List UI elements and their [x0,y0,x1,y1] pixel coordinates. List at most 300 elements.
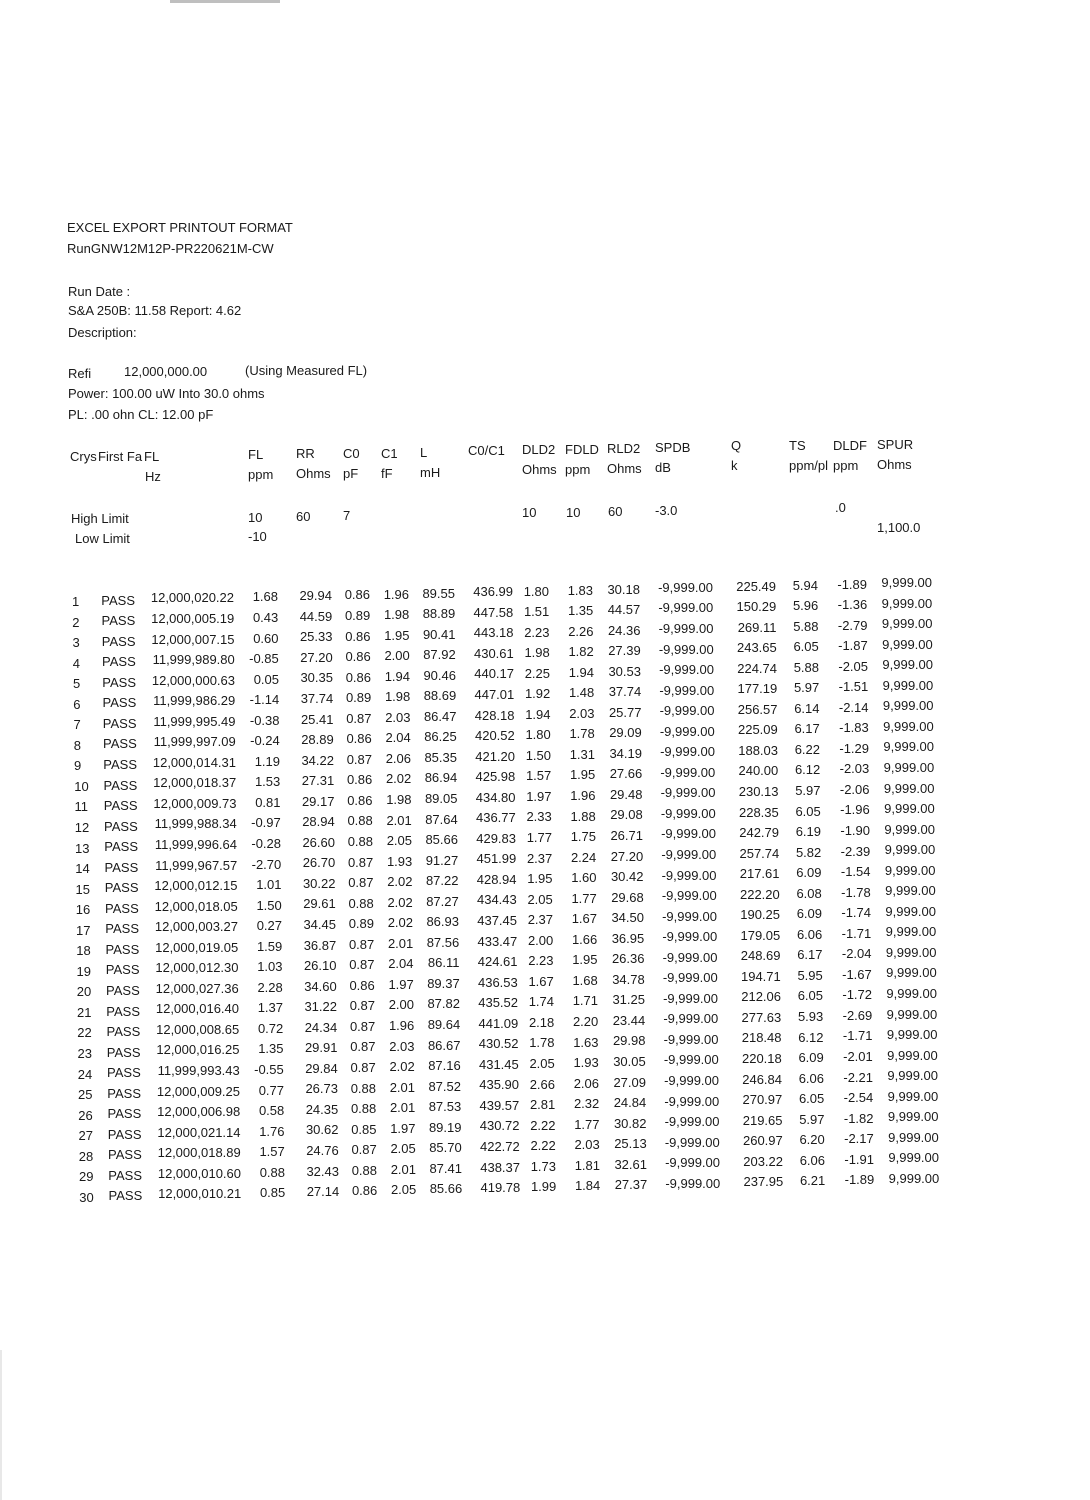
cell-ts: 6.12 [798,1029,824,1045]
cell-rld2: 34.50 [611,910,644,926]
cell-dldf: -1.91 [844,1151,874,1167]
cell-c0: 0.88 [351,1162,377,1178]
cell-crys: 10 [74,778,89,794]
cell-first-fail: PASS [108,1147,142,1163]
cell-fdld: 1.67 [571,911,597,927]
cell-first-fail: PASS [102,715,137,731]
cell-spdb: -9,999.00 [663,1031,719,1047]
cell-spur: 9,999.00 [882,636,933,652]
cell-dldf: -1.74 [841,905,871,921]
cell-spdb: -9,999.00 [660,805,716,821]
cell-fl-hz: 12,000,020.22 [150,590,234,606]
cell-c1: 2.03 [389,1038,415,1054]
cell-spdb: -9,999.00 [665,1155,720,1171]
cell-fdld: 1.60 [571,870,597,886]
cell-ts: 6.05 [797,988,823,1004]
cell-ts: 5.88 [793,618,819,634]
cell-ts: 6.19 [795,824,821,840]
cell-rr: 34.45 [303,916,336,932]
cell-c0-c1: 430.52 [478,1036,519,1052]
cell-l: 87.16 [428,1058,461,1074]
cell-spdb: -9,999.00 [663,1011,719,1027]
cell-spdb: -9,999.00 [661,867,717,883]
scan-edge-mark [0,1350,2,1500]
cell-c0-c1: 451.99 [476,851,517,867]
cell-crys: 13 [75,840,90,856]
cell-ts: 6.06 [798,1070,824,1086]
cell-crys: 1 [72,594,80,609]
cell-c0: 0.87 [350,1039,376,1055]
cell-spdb: -9,999.00 [664,1134,720,1150]
cell-rr: 36.87 [303,937,337,953]
cell-q: 257.74 [739,845,780,861]
cell-c0-c1: 431.45 [478,1056,519,1072]
cell-c1: 2.05 [390,1182,417,1198]
cell-crys: 20 [76,984,92,1000]
cell-rr: 30.62 [305,1122,339,1138]
cell-first-fail: PASS [101,592,135,608]
cell-dldf: -2.54 [843,1090,874,1106]
cell-q: 243.65 [736,640,777,656]
cell-q: 212.06 [741,989,781,1005]
cell-c0-c1: 435.90 [479,1077,519,1093]
cell-dldf: -1.67 [842,966,872,982]
cell-fl-hz: 12,000,018.05 [154,898,238,914]
cell-q: 190.25 [740,907,780,923]
cell-dldf: -2.69 [842,1007,873,1023]
cell-rr: 30.35 [300,670,333,686]
cell-q: 194.71 [740,968,781,984]
cell-first-fail: PASS [102,674,136,690]
cell-l: 89.55 [422,585,455,601]
cell-rld2: 24.36 [607,622,641,638]
column-header-dldf: DLDF [833,438,867,453]
cell-c0: 0.87 [346,710,372,726]
cell-l: 86.67 [427,1037,461,1053]
cell-dldf: -1.36 [837,597,868,613]
column-header-c0-c1: C0/C1 [468,443,505,458]
column-header-ts: TS [789,438,806,453]
cell-c0: 0.88 [350,1080,376,1096]
cell-crys: 27 [78,1128,93,1144]
cell-q: 218.48 [741,1030,782,1046]
column-unit-spur: Ohms [877,457,912,472]
column-header-fdld: FDLD [565,442,599,457]
high-limit-label: High Limit [71,511,129,526]
cell-c1: 2.01 [389,1079,415,1095]
cell-rr: 24.34 [304,1019,338,1035]
cell-c1: 2.06 [385,750,411,766]
cell-fdld: 2.03 [574,1137,600,1153]
cell-fl-ppm: 0.05 [253,671,279,687]
cell-c0-c1: 434.80 [475,789,516,805]
cell-fl-ppm: 1.59 [256,938,283,954]
cell-spdb: -9,999.00 [664,1114,720,1130]
cell-c0: 0.85 [351,1121,377,1137]
cell-q: 177.19 [737,681,778,697]
cell-c1: 1.98 [384,689,411,705]
cell-spur: 9,999.00 [884,801,935,817]
cell-l: 86.47 [423,708,457,724]
cell-first-fail: PASS [102,654,136,670]
cell-crys: 25 [78,1087,93,1103]
cell-fl-hz: 11,999,988.34 [154,816,237,832]
cell-l: 87.92 [423,647,456,663]
cell-crys: 14 [75,861,90,877]
cell-first-fail: PASS [107,1065,141,1081]
cell-c1: 2.02 [389,1059,415,1075]
cell-fl-hz: 12,000,005.19 [151,610,235,626]
cell-c0-c1: 429.83 [476,830,516,846]
cell-c0-c1: 436.77 [475,810,516,826]
cell-spur: 9,999.00 [884,862,936,878]
cell-c0: 0.87 [346,751,372,767]
cell-dldf: -2.39 [840,843,871,859]
cell-c1: 2.04 [388,956,414,972]
cell-rld2: 29.08 [610,807,643,823]
cell-fl-hz: 12,000,012.30 [155,960,239,976]
cell-c0-c1: 420.52 [474,728,515,744]
cell-c0-c1: 428.18 [474,707,515,723]
cell-l: 91.27 [425,852,459,868]
cell-q: 228.35 [738,804,779,820]
cell-first-fail: PASS [104,880,139,896]
cell-ts: 6.21 [799,1173,826,1189]
cell-fdld: 1.78 [569,726,595,742]
cell-fl-hz: 11,999,996.64 [154,836,237,852]
cell-c0-c1: 422.72 [479,1138,520,1154]
cell-c1: 2.00 [384,648,410,664]
cell-q: 188.03 [738,742,778,758]
cell-c0-c1: 435.52 [478,995,518,1011]
cell-dld2: 1.80 [523,583,549,599]
cell-first-fail: PASS [101,613,136,629]
cell-c0-c1: 441.09 [478,1015,519,1031]
cell-l: 86.93 [426,914,459,930]
cell-c0-c1: 421.20 [475,748,515,764]
cell-ts: 6.05 [793,639,819,655]
cell-q: 220.18 [741,1051,782,1067]
cell-crys: 22 [77,1025,92,1041]
column-header-spdb: SPDB [655,440,691,455]
cell-c0: 0.87 [348,875,374,891]
cell-dldf: -2.04 [841,946,872,962]
cell-spdb: -9,999.00 [658,579,713,595]
cell-rld2: 31.25 [612,992,645,1008]
pl-cl-line: PL: .00 ohn CL: 12.00 pF [68,407,214,422]
cell-fl-hz: 11,999,967.57 [155,857,238,873]
cell-ts: 5.88 [793,659,819,675]
cell-crys: 12 [74,819,90,835]
cell-spur: 9,999.00 [885,944,937,960]
column-header-c0: C0 [343,446,360,461]
cell-crys: 11 [74,799,88,815]
cell-l: 87.53 [428,1099,462,1115]
cell-spdb: -9,999.00 [661,826,716,842]
cell-first-fail: PASS [107,1126,142,1142]
cell-rld2: 37.74 [608,684,642,700]
cell-c0-c1: 434.43 [476,892,517,908]
cell-spdb: -9,999.00 [661,846,717,862]
cell-crys: 16 [75,902,91,918]
cell-dld2: 2.33 [526,809,552,825]
cell-c0: 0.87 [349,1018,376,1034]
cell-first-fail: PASS [105,962,140,978]
cell-dldf: -1.54 [840,864,871,880]
cell-crys: 8 [73,737,81,753]
cell-first-fail: PASS [107,1085,141,1101]
cell-rr: 34.22 [301,752,334,768]
cell-first-fail: PASS [106,1024,141,1040]
cell-fl-ppm: 2.28 [257,979,283,995]
high-limit-dldf: .0 [835,500,846,515]
cell-c1: 1.96 [388,1018,415,1034]
cell-ts: 5.82 [795,844,822,860]
reference-label: Refi [68,366,92,381]
cell-c0: 0.89 [344,607,371,623]
column-unit-q: k [731,458,738,473]
cell-dldf: -1.90 [840,823,870,839]
cell-fl-hz: 12,000,016.40 [155,1001,239,1017]
cell-rld2: 30.53 [608,663,641,679]
cell-c0: 0.89 [345,690,372,706]
cell-c0-c1: 419.78 [480,1180,521,1196]
cell-fl-hz: 12,000,010.21 [158,1186,242,1202]
cell-rld2: 29.48 [609,786,643,802]
cell-spur: 9,999.00 [885,924,937,940]
cell-c0: 0.89 [348,916,374,932]
cell-rr: 27.14 [306,1184,340,1200]
cell-spur: 9,999.00 [882,677,934,693]
cell-dld2: 1.80 [525,727,551,743]
cell-first-fail: PASS [101,633,136,649]
cell-l: 87.41 [429,1160,462,1176]
cell-spdb: -9,999.00 [659,662,714,678]
cell-dldf: -1.96 [840,802,870,818]
cell-fdld: 1.75 [570,829,596,845]
column-unit-spdb: dB [655,460,671,475]
cell-fdld: 1.77 [574,1116,600,1132]
cell-spdb: -9,999.00 [660,785,716,801]
cell-ts: 6.08 [796,885,822,901]
cell-dldf: -2.79 [837,617,868,633]
cell-dldf: -1.72 [842,987,872,1003]
cell-q: 219.65 [742,1112,783,1128]
cell-c0-c1: 430.72 [479,1118,520,1134]
cell-ts: 6.09 [798,1050,824,1066]
cell-fl-ppm: 1.03 [257,959,283,975]
cell-fl-ppm: 0.85 [259,1185,286,1201]
cell-rr: 27.20 [300,649,333,665]
cell-dld2: 1.57 [525,768,552,784]
cell-fdld: 1.81 [574,1157,600,1173]
cell-crys: 23 [77,1045,92,1061]
cell-fdld: 2.32 [573,1096,600,1112]
cell-ts: 5.96 [792,598,819,614]
cell-l: 88.89 [422,606,456,622]
cell-fdld: 2.20 [572,1013,599,1029]
cell-rr: 29.84 [305,1060,338,1076]
cell-c0: 0.86 [351,1183,378,1199]
cell-rld2: 44.57 [607,602,641,618]
cell-dld2: 2.66 [529,1076,555,1092]
cell-fl-ppm: 0.43 [252,610,279,625]
cell-spdb: -9,999.00 [658,620,714,636]
column-unit-ts: ppm/pl [789,458,829,473]
cell-spur: 9,999.00 [881,595,933,611]
run-date-label: Run Date : [68,284,131,299]
cell-fl-hz: 12,000,014.31 [152,754,236,770]
column-header-c1: C1 [381,446,398,461]
cell-dldf: -1.89 [837,576,867,592]
cell-l: 85.70 [429,1140,462,1156]
column-header-q: Q [731,438,742,453]
cell-dld2: 1.95 [527,871,553,887]
cell-fl-hz: 12,000,018.37 [153,775,237,791]
cell-c0-c1: 443.18 [473,625,514,641]
cell-fl-hz: 12,000,018.89 [157,1145,241,1161]
cell-spur: 9,999.00 [885,903,936,919]
cell-q: 179.05 [740,927,781,943]
cell-c0-c1: 447.01 [474,687,515,703]
cell-c1: 1.98 [383,607,410,623]
cell-rr: 44.59 [299,608,333,624]
low-limit-fl-ppm: -10 [248,529,267,544]
cell-c0: 0.86 [345,628,371,644]
cell-c0: 0.87 [349,998,375,1014]
high-limit-spur: 1,100.0 [877,520,921,535]
cell-spdb: -9,999.00 [658,641,714,657]
cell-ts: 6.17 [797,947,823,963]
cell-c1: 1.96 [383,586,409,602]
cell-c0: 0.86 [346,772,373,788]
cell-dld2: 1.74 [528,994,554,1010]
cell-fl-ppm: 0.27 [256,918,282,934]
cell-c1: 2.02 [385,771,412,787]
cell-fdld: 1.95 [569,767,596,783]
cell-first-fail: PASS [104,859,139,875]
cell-c0: 0.86 [349,977,375,993]
column-header-fl-hz: FL [144,449,160,464]
cell-crys: 4 [72,655,80,671]
cell-fl-hz: 12,000,012.15 [154,878,238,894]
cell-fl-ppm: 1.50 [256,897,282,913]
cell-spdb: -9,999.00 [662,949,718,965]
cell-dld2: 2.37 [527,912,553,928]
column-unit-c0: pF [343,466,359,481]
cell-fl-hz: 11,999,997.09 [153,734,236,750]
cell-rr: 30.22 [302,875,336,891]
cell-dld2: 2.23 [528,953,554,969]
reference-value: 12,000,000.00 [124,364,208,379]
cell-fl-hz: 12,000,009.25 [156,1083,240,1099]
cell-crys: 24 [77,1066,93,1082]
cell-c0-c1: 428.94 [476,871,517,887]
cell-spur: 9,999.00 [883,780,935,796]
cell-dld2: 1.67 [528,973,554,989]
cell-crys: 28 [78,1148,94,1164]
cell-fl-ppm: -0.28 [251,836,281,851]
cell-spdb: -9,999.00 [662,929,718,945]
cell-q: 242.79 [739,825,779,841]
cell-fdld: 1.82 [568,644,594,660]
cell-spdb: -9,999.00 [664,1093,720,1109]
high-limit-rr: 60 [296,509,311,524]
cell-c1: 1.93 [386,853,413,869]
cell-fdld: 1.68 [572,972,598,988]
cell-q: 237.95 [743,1174,784,1190]
cell-first-fail: PASS [103,736,137,752]
cell-rld2: 27.20 [610,848,644,864]
cell-spdb: -9,999.00 [663,990,718,1006]
cell-l: 88.69 [423,688,457,704]
cell-crys: 15 [75,881,90,897]
cell-l: 85.66 [429,1181,463,1197]
cell-fdld: 1.35 [567,603,594,619]
cell-ts: 6.14 [794,700,820,716]
cell-fl-hz: 11,999,986.29 [153,693,236,709]
cell-l: 86.94 [424,770,458,786]
cell-dld2: 2.81 [529,1097,556,1113]
cell-fdld: 1.48 [568,685,595,701]
cell-rld2: 27.09 [613,1074,646,1090]
cell-crys: 19 [76,963,91,979]
cell-c1: 1.97 [390,1120,416,1136]
cell-rr: 29.61 [303,896,336,912]
cell-l: 86.11 [427,955,460,971]
cell-c1: 2.02 [387,915,413,931]
cell-c0: 0.88 [347,833,373,849]
cell-dldf: -1.83 [839,720,869,736]
cell-rr: 29.91 [304,1040,338,1056]
cell-rld2: 30.05 [613,1054,646,1070]
cell-fdld: 1.93 [573,1055,599,1071]
cell-fl-ppm: 0.60 [253,630,279,646]
cell-rld2: 29.68 [611,889,644,905]
cell-q: 203.22 [743,1153,783,1169]
cell-q: 217.61 [739,866,780,882]
cell-c0: 0.87 [347,854,374,870]
cell-q: 260.97 [742,1133,783,1149]
cell-ts: 5.97 [799,1111,825,1127]
cell-crys: 17 [76,922,91,938]
cell-dldf: -2.01 [843,1049,873,1065]
cell-rr: 34.60 [304,978,337,994]
cell-ts: 5.97 [793,680,820,696]
column-header-rr: RR [296,446,315,461]
cell-c1: 2.01 [386,812,412,828]
cell-crys: 2 [72,614,80,630]
cell-c0: 0.86 [345,669,371,685]
cell-first-fail: PASS [106,1003,140,1019]
run-line [67,241,274,257]
cell-fl-hz: 12,000,009.73 [153,795,237,811]
cell-ts: 6.05 [795,803,821,819]
cell-rld2: 34.78 [612,971,645,987]
cell-rld2: 34.19 [609,745,642,761]
cell-first-fail: PASS [105,921,139,937]
cell-first-fail: PASS [105,941,140,957]
cell-fl-ppm: -0.38 [249,712,280,728]
cell-fl-ppm: -1.14 [249,692,280,708]
cell-spdb: -9,999.00 [658,600,714,616]
cell-crys: 18 [76,943,91,959]
cell-fl-ppm: -2.70 [251,856,282,872]
run-value: GNW12M12P-PR220621M-CW [90,241,274,256]
cell-dld2: 2.00 [527,932,554,948]
cell-q: 248.69 [740,948,781,964]
cell-c0: 0.87 [349,957,375,973]
